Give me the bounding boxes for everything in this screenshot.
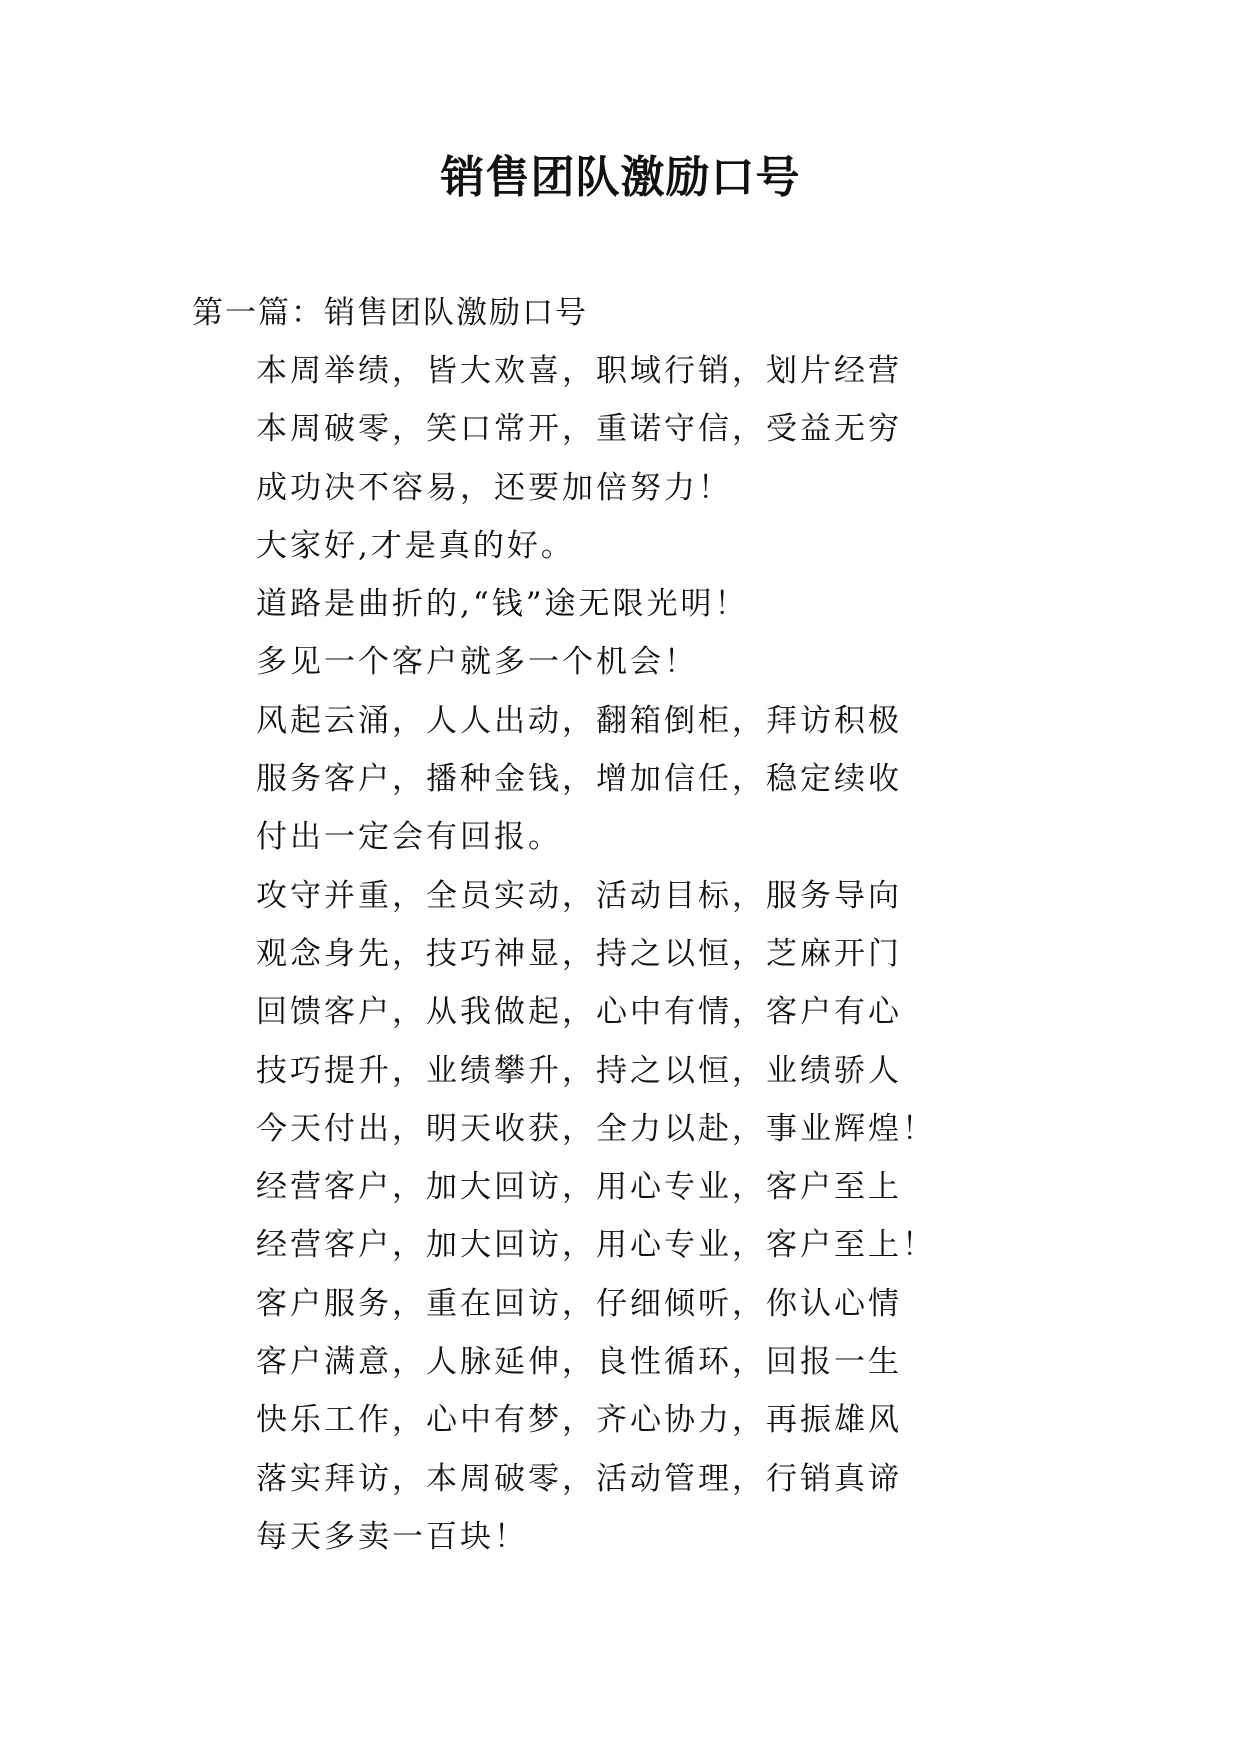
slogan-line: 付出一定会有回报。 — [256, 819, 562, 856]
slogan-line: 本周举绩，皆大欢喜，职域行销，划片经营 — [256, 353, 902, 389]
slogan-line: 技巧提升，业绩攀升，持之以恒，业绩骄人 — [256, 1052, 902, 1089]
slogan-line: 经营客户，加大回访，用心专业，客户至上 — [256, 1169, 902, 1206]
slogan-line: 服务客户，播种金钱，增加信任，稳定续收 — [256, 761, 902, 798]
slogan-line: 快乐工作，心中有梦，齐心协力，再振雄风 — [256, 1402, 902, 1439]
slogan-line: 客户服务，重在回访，仔细倾听，你认心情 — [256, 1285, 902, 1322]
slogan-line: 今天付出，明天收获，全力以赴，事业辉煌！ — [256, 1110, 936, 1147]
slogan-line: 攻守并重，全员实动，活动目标，服务导向 — [256, 877, 902, 914]
slogan-line: 成功决不容易，还要加倍努力！ — [256, 469, 732, 506]
slogan-line: 回馈客户，从我做起，心中有情，客户有心 — [256, 994, 902, 1031]
slogan-line: 观念身先，技巧神显，持之以恒，芝麻开门 — [256, 935, 902, 972]
slogan-line: 多见一个客户就多一个机会！ — [256, 644, 698, 681]
document-title: 销售团队激励口号 — [440, 152, 801, 203]
slogan-line: 经营客户，加大回访，用心专业，客户至上！ — [256, 1227, 936, 1264]
slogan-line: 风起云涌，人人出动，翻箱倒柜，拜访积极 — [256, 702, 902, 739]
slogan-line: 每天多卖一百块！ — [256, 1518, 528, 1555]
section-heading: 第一篇：销售团队激励口号 — [192, 295, 588, 331]
slogan-list — [256, 351, 936, 1575]
slogan-line: 大家好,才是真的好。 — [256, 527, 575, 564]
slogan-line: 落实拜访，本周破零，活动管理，行销真谛 — [256, 1460, 902, 1497]
slogan-line: 道路是曲折的,“钱”途无限光明！ — [256, 586, 749, 623]
slogan-line: 本周破零，笑口常开，重诺守信，受益无穷 — [256, 411, 902, 448]
slogan-line: 客户满意，人脉延伸，良性循环，回报一生 — [256, 1344, 902, 1381]
